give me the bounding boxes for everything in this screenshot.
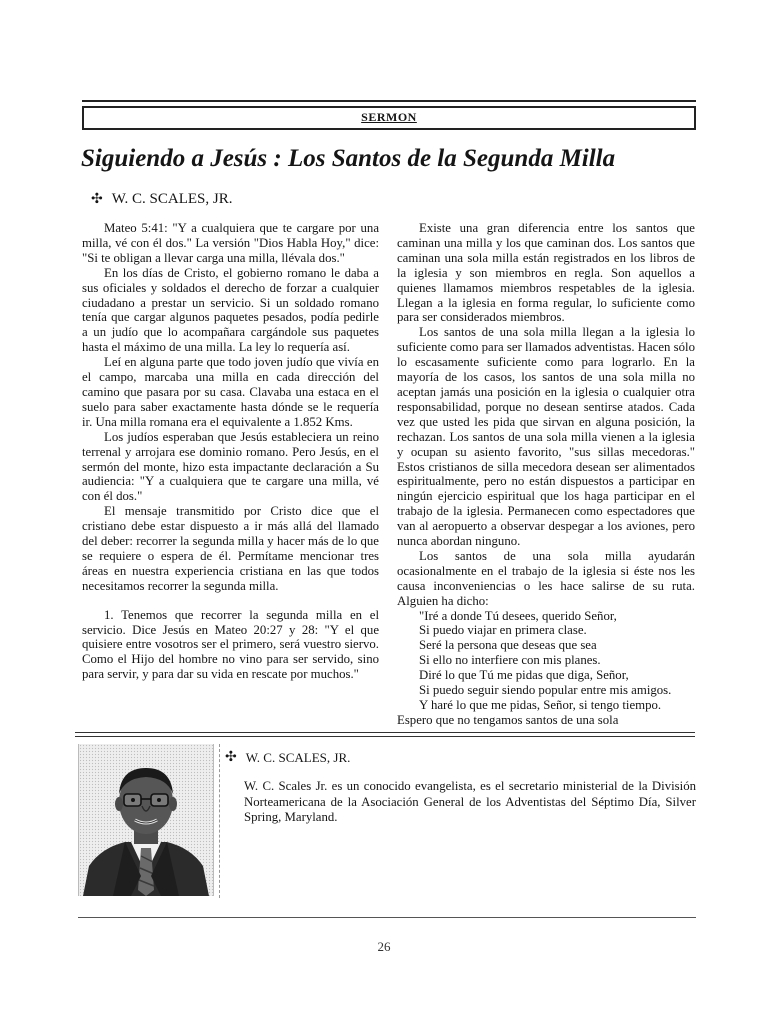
paragraph: Existe una gran diferencia entre los santos que caminan una milla y los que caminan dos. Los santos que caminan una sola milla están registrados en los libros de la iglesia y son miembros en regla. Son aquellos a quienes llamamos miembros respetables de la iglesia. Llegan a la iglesia en forma regular, lo suficiente como para ser considerados miembros. bbox=[397, 221, 695, 325]
paragraph: Leí en alguna parte que todo joven judío que vivía en el campo, marcaba una milla en cada dirección del camino que pasara por su casa. Clavaba una estaca en el suelo para saber exactamente hasta dónde se le requería ir. Una milla romana era el equivalente a 1.852 Kms. bbox=[82, 355, 379, 429]
poem-line: Si ello no interfiere con mis planes. bbox=[419, 653, 601, 668]
paragraph: En los días de Cristo, el gobierno romano le daba a sus oficiales y soldados el derecho de forzar a cualquier ciudadano a prestar un servicio. Si un soldado romano tenía que cargar algunos paquetes pesados, podía pedirle a un judío que lo acompañara cargándole sus paquetes hasta el máximo de una milla. La ley lo requería así. bbox=[82, 265, 379, 355]
author-photo bbox=[78, 744, 214, 896]
section-header-box bbox=[82, 106, 696, 130]
poem bbox=[397, 609, 695, 713]
article-left-column bbox=[82, 221, 379, 682]
four-petal-ornament-icon: ✣ bbox=[225, 750, 237, 765]
paragraph: Los judíos esperaban que Jesús estableciera un reino terrenal y arrojara ese dominio romano. Pero Jesús, en el sermón del monte, hizo esta impactante declaración a Su audiencia: "Y a cualquiera que te cargare una milla, vé con él dos." bbox=[82, 429, 379, 504]
poem-line: Si puedo viajar en primera clase. bbox=[419, 623, 587, 638]
article-right-column bbox=[397, 221, 695, 728]
paragraph: Los santos de una sola milla llegan a la iglesia lo suficiente como para ser llamados adventistas. Hacen sólo lo escasamente suficiente como para lograrlo. En la mayoría de los casos, los santos de una sola milla no aceptan jamás una posición en la iglesia o cualquier otra responsabilidad, porque no desean sentirse atados. Cada vez que usted les pida que sirvan en alguna posición, la rechazan. Los santos de una sola milla vienen a la iglesia y ocupan su asiento favorito, "sus sillas mecedoras." Estos cristianos de silla mecedora desean ser alimentados espiritualmente, pero no están dispuestos a participar en ningún ejercicio espiritual que los haga participar en el trabajo de la iglesia. Permanecen como espectadores que van al aeropuerto a observar despegar a los aviones, pero nunca abordan ninguno. bbox=[397, 325, 695, 549]
section-label: SERMON bbox=[361, 110, 417, 124]
bio-byline bbox=[225, 749, 350, 766]
author-bio: W. C. Scales Jr. es un conocido evangelista, es el secretario ministerial de la División Norteamericana de la Asociación General de los Adventistas del Séptimo Día, Silver Spring, Maryland. bbox=[244, 779, 696, 824]
four-petal-ornament-icon: ✣ bbox=[91, 192, 103, 207]
article-title: Siguiendo a Jesús : Los Santos de la Segunda Milla bbox=[81, 145, 616, 172]
poem-line: Y haré lo que me pidas, Señor, si tengo tiempo. bbox=[419, 698, 662, 712]
paragraph-point-one: 1. Tenemos que recorrer la segunda milla en el servicio. Dice Jesús en Mateo 20:27 y 28: "Y el que quisiere entre vosotros ser el primero, será vuestro siervo. Como el Hijo del hombre no vino para ser servido, sino para servir, y para dar su vida en rescate por muchos." bbox=[82, 607, 379, 682]
poem-line: Diré lo que Tú me pidas que diga, Señor, bbox=[419, 668, 629, 683]
author-name: W. C. SCALES, JR. bbox=[111, 191, 233, 207]
bio-author-name: W. C. SCALES, JR. bbox=[245, 749, 351, 765]
poem-line: "Iré a donde Tú desees, querido Señor, bbox=[419, 608, 617, 623]
paragraph: Los santos de una sola milla ayudarán ocasionalmente en el trabajo de la iglesia si éste nos les causa inconveniencias o les hace salirse de su ruta. Alguien ha dicho: bbox=[397, 548, 695, 608]
header-rule bbox=[82, 100, 696, 102]
author-portrait-image bbox=[79, 744, 213, 896]
paragraph-continued: Espero que no tengamos santos de una sola bbox=[397, 712, 619, 727]
footer-rule bbox=[78, 917, 696, 918]
poem-line: Seré la persona que deseas que sea bbox=[419, 638, 597, 653]
poem-line: Si puedo seguir siendo popular entre mis amigos. bbox=[419, 683, 672, 698]
paragraph: El mensaje transmitido por Cristo dice que el cristiano debe estar dispuesto a ir más allá del llamado del deber: recorrer la segunda milla y hacer más de lo que se requiere o espera de él. Permítame mencionar tres áreas en nuestra experiencia cristiana en las que todos necesitamos recorrer la segunda milla. bbox=[82, 504, 379, 593]
paragraph: Mateo 5:41: "Y a cualquiera que te cargare por una milla, vé con él dos." La versión "Dios Habla Hoy," dice: "Si te obligan a llevar carga una milla, llévala dos." bbox=[82, 221, 379, 265]
article-byline bbox=[91, 191, 232, 208]
bio-divider bbox=[219, 744, 220, 898]
bio-section-rule bbox=[75, 732, 695, 737]
page-number: 26 bbox=[377, 939, 391, 954]
